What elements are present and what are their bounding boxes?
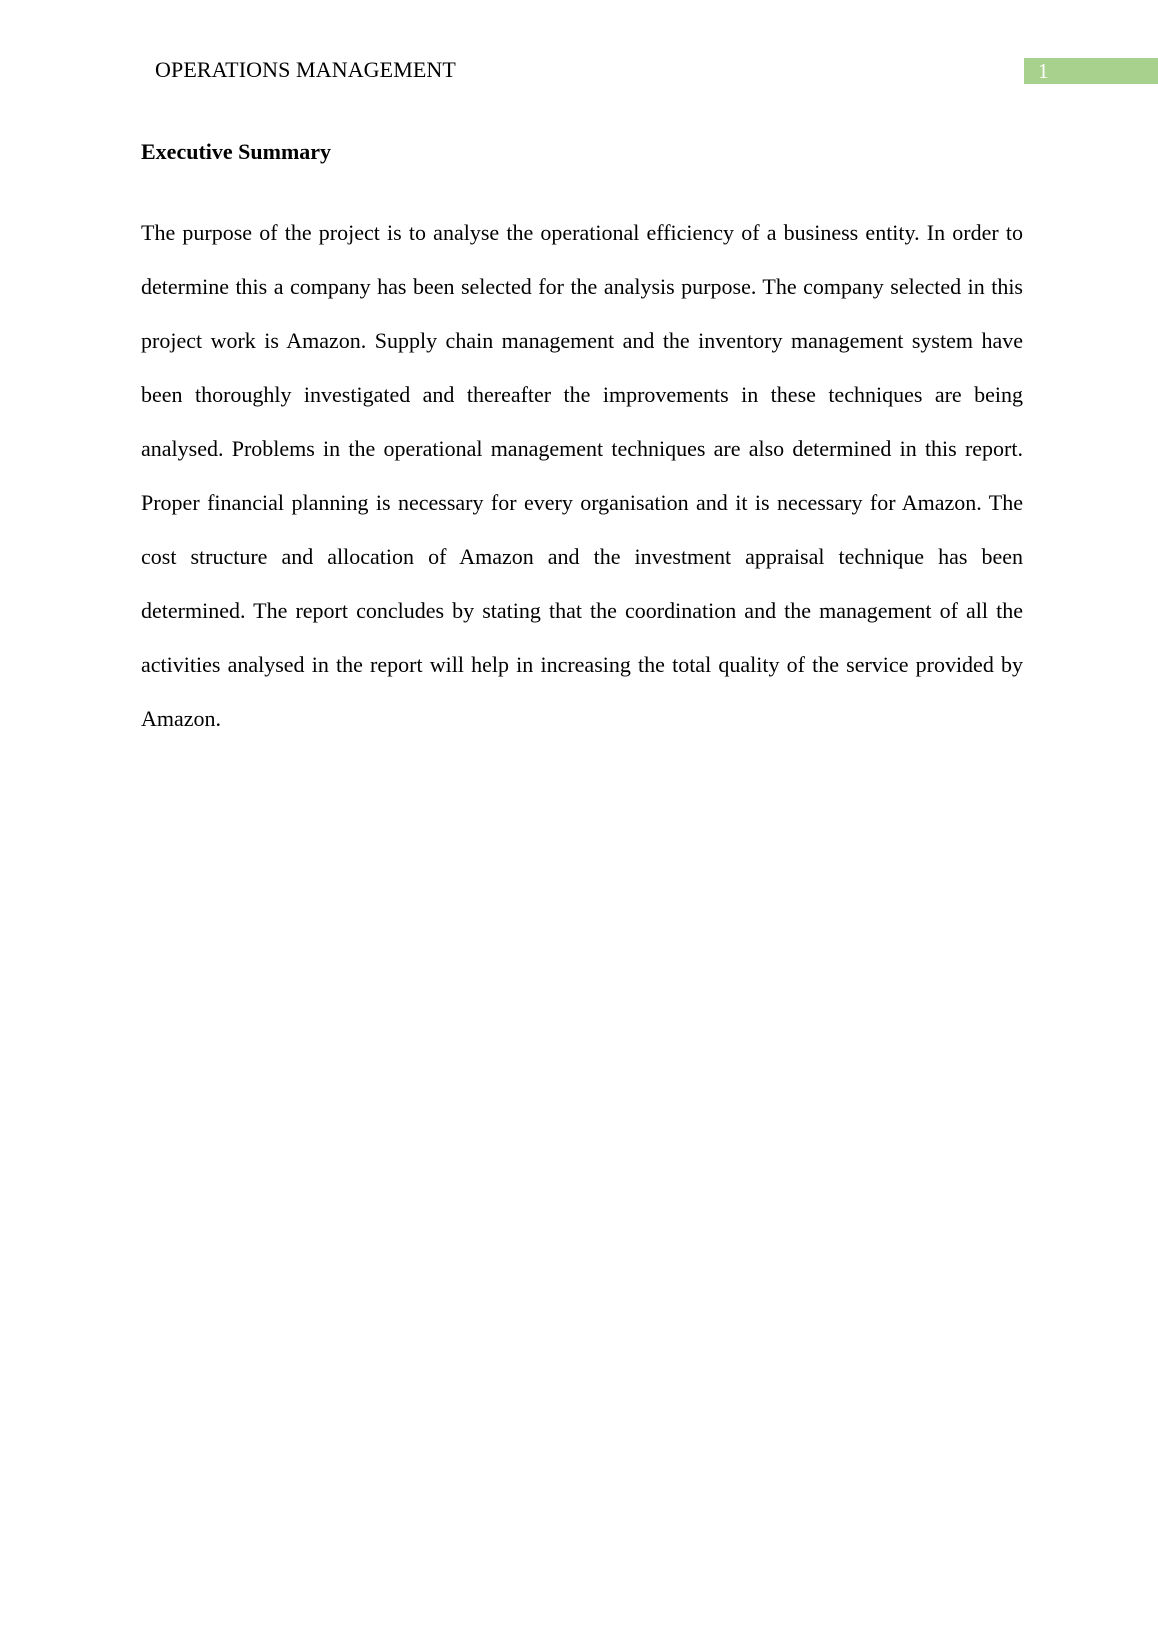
running-header-title: OPERATIONS MANAGEMENT: [155, 57, 456, 82]
section-heading: Executive Summary: [141, 139, 332, 164]
page-number: 1: [1024, 58, 1158, 84]
body-paragraph: The purpose of the project is to analyse the operational efficiency of a business entity. In order to determine this a company has been selected for the analysis purpose. The company selected in this project work is Amazon. Supply chain management and the inventory management system have been thoroughly investigated and thereafter the improvements in these techniques are being analysed. Problems in the operational management techniques are also determined in this report. Proper financial planning is necessary for every organisation and it is necessary for Amazon. The cost structure and allocation of Amazon and the investment appraisal technique has been determined. The report concludes by stating that the coordination and the management of all the activities analysed in the report will help in increasing the total quality of the service provided by Amazon.: [141, 220, 1023, 731]
